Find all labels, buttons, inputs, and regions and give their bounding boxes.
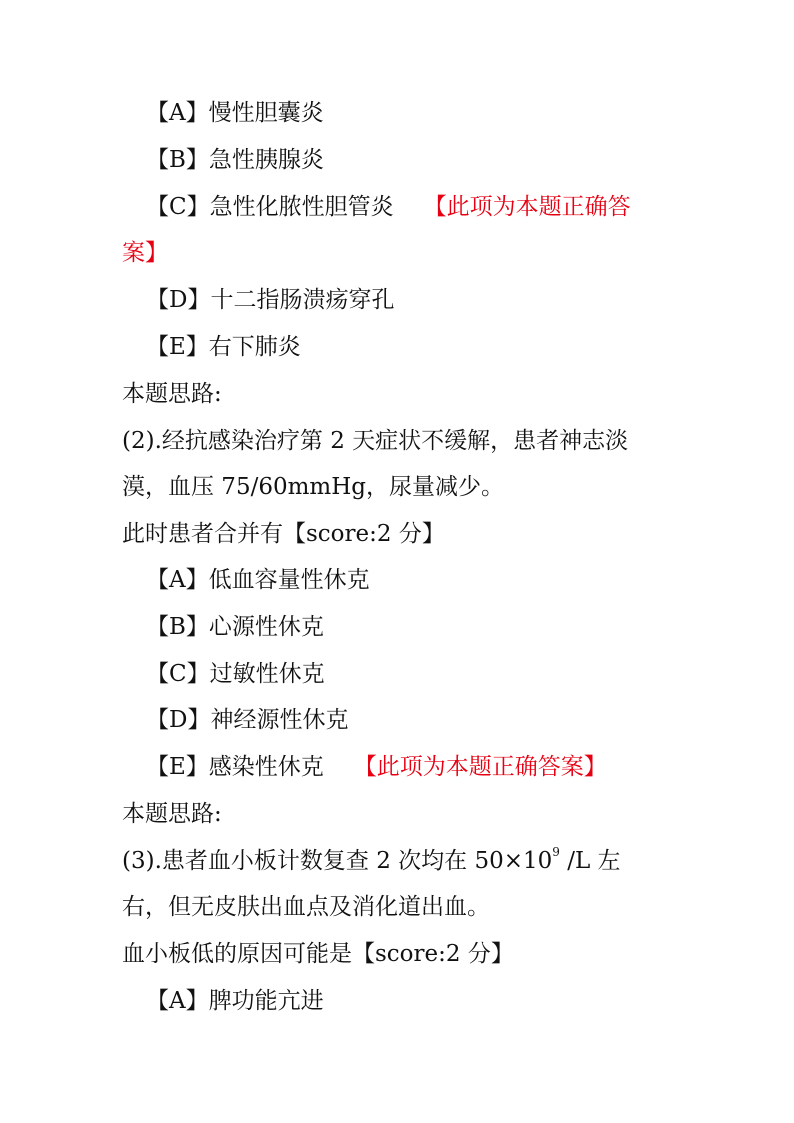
- q2-option-b: [146, 614, 686, 640]
- q2-stem-line-1: (2).经抗感染治疗第 2 天症状不缓解，患者神志淡: [122, 428, 629, 454]
- option-label: 【A】脾功能亢进: [146, 988, 324, 1014]
- q1-option-c: [146, 194, 686, 220]
- correct-answer-mark: 【此项为本题正确答: [423, 194, 631, 220]
- option-label: 【C】急性化脓性胆管炎: [146, 194, 394, 220]
- q3-stem-line-3: 血小板低的原因可能是【score:2 分】: [122, 941, 514, 967]
- q3-stem-line-1: [122, 845, 662, 877]
- q3-stem-text: (3).患者血小板计数复查 2 次均在 50×10: [122, 848, 553, 874]
- option-label: 【B】急性胰腺炎: [146, 147, 324, 173]
- option-label: 【D】十二指肠溃疡穿孔: [146, 287, 395, 313]
- q2-idea-heading: 本题思路:: [122, 801, 222, 827]
- q3-option-a: [146, 988, 686, 1014]
- option-label: 【C】过敏性休克: [146, 661, 325, 687]
- q1-option-a: [146, 100, 686, 126]
- q2-option-e: [146, 754, 686, 780]
- q2-option-d: [146, 707, 686, 733]
- option-label: 【E】右下肺炎: [146, 334, 301, 360]
- q1-option-d: [146, 287, 686, 313]
- option-label: 【B】心源性休克: [146, 614, 324, 640]
- option-label: 【A】低血容量性休克: [146, 567, 370, 593]
- q3-stem-line-2: 右，但无皮肤出血点及消化道出血。: [122, 894, 490, 920]
- q2-stem-line-2: 漠，血压 75/60mmHg，尿量减少。: [122, 474, 504, 500]
- q1-idea-heading: 本题思路:: [122, 381, 222, 407]
- option-label: 【E】感染性休克: [146, 754, 324, 780]
- option-label: 【D】神经源性休克: [146, 707, 349, 733]
- q2-stem-line-3: 此时患者合并有【score:2 分】: [122, 521, 445, 547]
- correct-answer-mark: 【此项为本题正确答案】: [353, 754, 607, 780]
- q1-option-b: [146, 147, 686, 173]
- q2-option-c: [146, 661, 686, 687]
- q1-option-e: [146, 334, 686, 360]
- option-label: 【A】慢性胆囊炎: [146, 100, 324, 126]
- q3-stem-unit: /L 左: [559, 848, 621, 874]
- q3-exponent: 9: [552, 845, 560, 859]
- correct-answer-mark-continued: 案】: [122, 240, 168, 266]
- q2-option-a: [146, 567, 686, 593]
